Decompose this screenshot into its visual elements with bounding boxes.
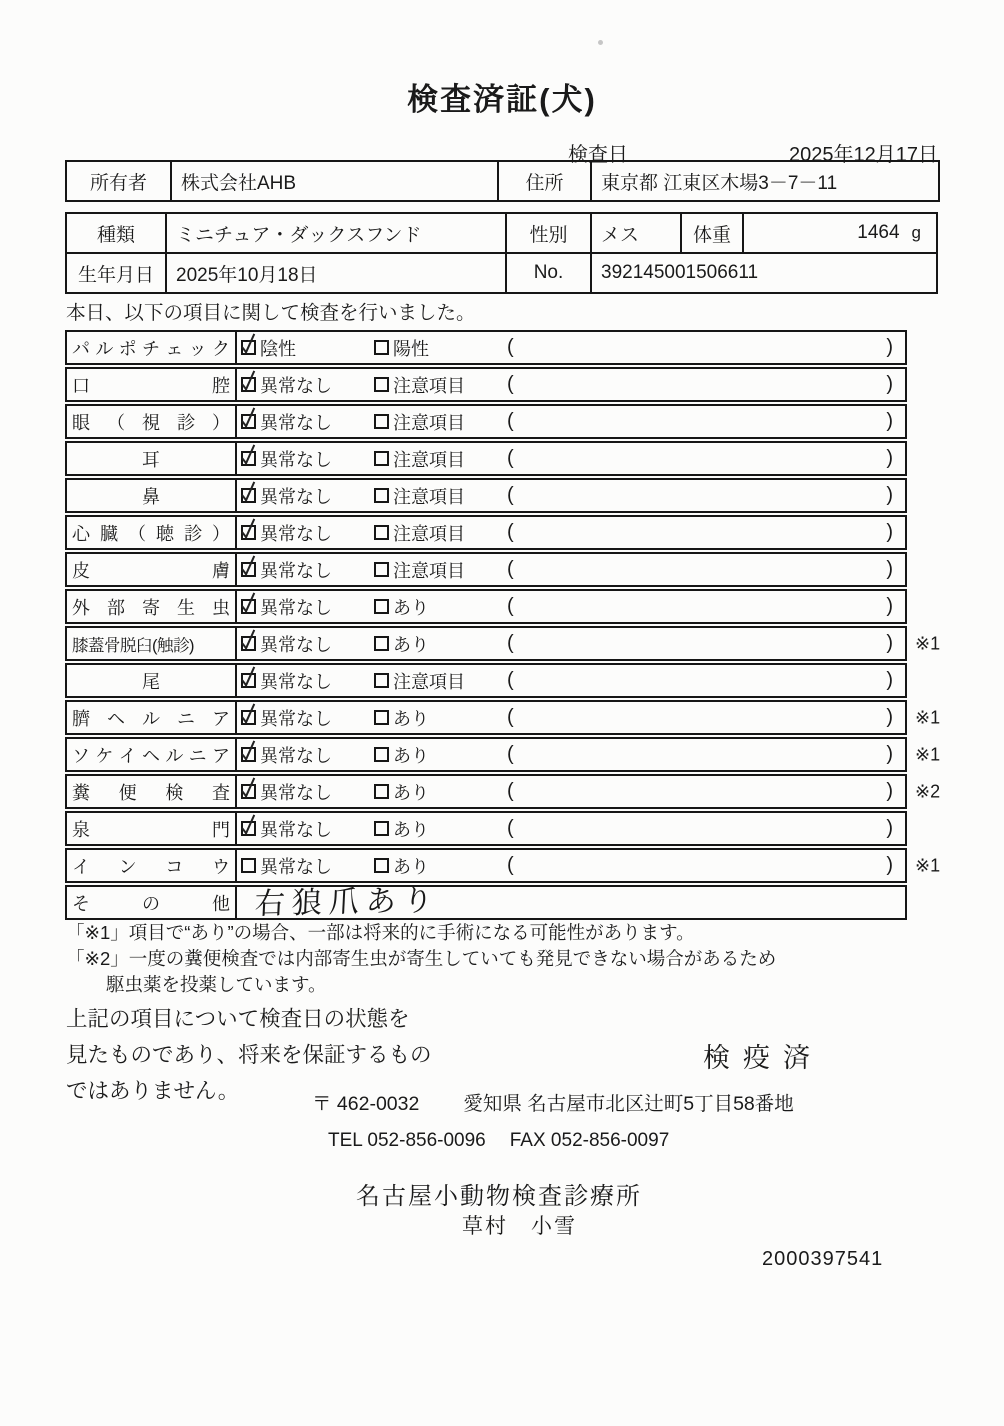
footnote-marker: ※2: [915, 781, 941, 801]
checkbox-icon: [241, 599, 256, 614]
paren-close: ): [886, 780, 893, 802]
checkbox-icon: [374, 599, 389, 614]
exam-row: [65, 848, 941, 883]
checkbox-icon: [374, 784, 389, 799]
footnote-marker: ※1: [915, 744, 941, 764]
checkbox-icon: [241, 340, 256, 355]
option-label: あり: [393, 634, 429, 655]
option-negative: [241, 816, 374, 842]
checkbox-icon: [241, 821, 256, 836]
paren-open: (: [507, 373, 514, 395]
option-positive: [374, 557, 505, 583]
option-label: 異常なし: [260, 856, 332, 877]
owner-address-label: 住所: [498, 161, 591, 201]
exam-item-label: 臍 ヘ ル ニ ア: [67, 702, 237, 733]
clinic-tel: TEL 052-856-0096: [328, 1130, 486, 1151]
checkbox-icon: [374, 821, 389, 836]
option-label: 異常なし: [260, 634, 332, 655]
paren-open: (: [507, 558, 514, 580]
checkbox-icon: [374, 414, 389, 429]
exam-item-label: 泉 門: [67, 813, 237, 844]
option-positive: [374, 446, 505, 472]
option-label: 異常なし: [260, 449, 332, 470]
exam-row: [65, 626, 941, 661]
paren-close: ): [886, 669, 893, 691]
exam-row: [65, 515, 907, 550]
owner-table: [65, 160, 940, 202]
option-label: 異常なし: [260, 671, 332, 692]
option-label: 注意項目: [393, 560, 465, 581]
exam-row: [65, 330, 907, 365]
option-label: 陰性: [260, 338, 296, 359]
paren-open: (: [507, 669, 514, 691]
option-positive: [374, 779, 505, 805]
option-negative: [241, 705, 374, 731]
document-title: 検査済証(犬): [407, 82, 597, 117]
paren-open: (: [507, 336, 514, 358]
option-label: あり: [393, 745, 429, 766]
paren-open: (: [507, 632, 514, 654]
checkbox-icon: [241, 377, 256, 392]
option-label: あり: [393, 597, 429, 618]
option-label: 異常なし: [260, 523, 332, 544]
inspection-date-label: 検査日: [568, 144, 628, 166]
option-negative: [241, 594, 374, 620]
checkbox-icon: [374, 377, 389, 392]
option-positive: [374, 705, 505, 731]
scan-artifact-dot: [598, 40, 603, 45]
birth-value: 2025年10月18日: [166, 253, 506, 293]
pet-row-birth: [66, 253, 937, 293]
footnote-marker: ※1: [915, 633, 941, 653]
exam-row-options: [237, 554, 905, 585]
inspection-date-value: 2025年12月17日: [789, 144, 938, 166]
exam-row: [65, 478, 907, 513]
paren-close: ): [886, 336, 893, 358]
option-negative: [241, 520, 374, 546]
checkbox-icon: [374, 747, 389, 762]
disclaimer-line-3: ではありません。: [66, 1079, 240, 1103]
clinic-fax: FAX 052-856-0097: [509, 1130, 670, 1151]
exam-item-label: 外 部 寄 生 虫: [67, 591, 237, 622]
option-label: 異常なし: [260, 597, 332, 618]
paren-open: (: [507, 854, 514, 876]
checkbox-icon: [241, 747, 256, 762]
exam-row-options: [237, 628, 905, 659]
paren-open: (: [507, 447, 514, 469]
checkbox-icon: [241, 414, 256, 429]
paren-close: ): [886, 632, 893, 654]
exam-row-options: [237, 739, 905, 770]
exam-row-options: [237, 776, 905, 807]
option-label: 異常なし: [260, 782, 332, 803]
footnote-marker: ※1: [915, 707, 941, 727]
exam-row: [65, 700, 941, 735]
exam-row: [65, 663, 907, 698]
exam-item-label: 尾: [67, 665, 237, 696]
option-positive: [374, 372, 505, 398]
paren-close: ): [886, 743, 893, 765]
checkbox-icon: [241, 525, 256, 540]
option-label: 異常なし: [260, 375, 332, 396]
exam-item-label: 眼 （ 視 診 ）: [67, 406, 237, 437]
breed-label: 種類: [66, 213, 166, 253]
checkbox-icon: [374, 340, 389, 355]
exam-row: [65, 367, 907, 402]
checkbox-icon: [374, 710, 389, 725]
clinic-name: 名古屋小動物検査診療所: [356, 1183, 642, 1210]
footnote-1: 「※1」項目で“あり”の場合、一部は将来的に手術になる可能性があります。: [66, 922, 695, 943]
exam-item-label: 皮 膚: [67, 554, 237, 585]
option-negative: [241, 631, 374, 657]
checkbox-icon: [241, 636, 256, 651]
paren-close: ): [886, 410, 893, 432]
exam-item-label: 口 腔: [67, 369, 237, 400]
option-label: 異常なし: [260, 412, 332, 433]
option-positive: [374, 483, 505, 509]
birth-label: 生年月日: [66, 253, 166, 293]
checkbox-icon: [374, 858, 389, 873]
option-positive: [374, 742, 505, 768]
paren-close: ): [886, 521, 893, 543]
footnotes: [66, 920, 776, 998]
paren-open: (: [507, 706, 514, 728]
exam-row-options: [237, 813, 905, 844]
weight-unit: g: [911, 223, 921, 242]
quarantine-stamp: 検疫済: [703, 1043, 823, 1073]
option-label: 陽性: [393, 338, 429, 359]
option-label: 異常なし: [260, 745, 332, 766]
paren-close: ): [886, 854, 893, 876]
option-label: あり: [393, 819, 429, 840]
paren-open: (: [507, 780, 514, 802]
intro-sentence: 本日、以下の項目に関して検査を行いました。: [66, 302, 476, 324]
checkbox-icon: [241, 488, 256, 503]
option-positive: [374, 816, 505, 842]
option-label: あり: [393, 708, 429, 729]
sex-label: 性別: [506, 213, 591, 253]
paren-open: (: [507, 595, 514, 617]
exam-row: [65, 885, 907, 920]
owner-row: [66, 161, 939, 201]
option-label: 注意項目: [393, 523, 465, 544]
option-positive: [374, 335, 505, 361]
exam-row: [65, 811, 907, 846]
option-negative: [241, 372, 374, 398]
paren-open: (: [507, 410, 514, 432]
option-negative: [241, 409, 374, 435]
paren-open: (: [507, 484, 514, 506]
exam-row: [65, 441, 907, 476]
disclaimer-line-2: 見たものであり、将来を保証するもの: [66, 1043, 432, 1067]
option-label: 注意項目: [393, 671, 465, 692]
exam-row-options: [237, 517, 905, 548]
exam-row-options: [237, 369, 905, 400]
checkbox-icon: [241, 858, 256, 873]
checkbox-icon: [241, 710, 256, 725]
exam-row-options: [237, 406, 905, 437]
paren-close: ): [886, 447, 893, 469]
paren-open: (: [507, 521, 514, 543]
exam-row: [65, 552, 907, 587]
paren-close: ): [886, 373, 893, 395]
option-positive: [374, 594, 505, 620]
veterinarian-name: 草村 小雪: [462, 1215, 577, 1238]
option-label: 異常なし: [260, 708, 332, 729]
paren-close: ): [886, 706, 893, 728]
option-negative: [241, 779, 374, 805]
option-label: 注意項目: [393, 412, 465, 433]
exam-row-options: [237, 883, 905, 921]
exam-row-options: [237, 702, 905, 733]
exam-item-label: ソ ケ イ ヘ ル ニ ア: [67, 739, 237, 770]
checkbox-icon: [374, 636, 389, 651]
exam-item-label: 心 臓 （ 聴 診 ）: [67, 517, 237, 548]
option-label: 注意項目: [393, 375, 465, 396]
checkbox-icon: [241, 451, 256, 466]
checkbox-icon: [241, 562, 256, 577]
breed-value: ミニチュア・ダックスフンド: [166, 213, 506, 253]
exam-row: [65, 737, 941, 772]
exam-row-options: [237, 332, 905, 363]
exam-row: [65, 404, 907, 439]
exam-row: [65, 774, 941, 809]
checkbox-icon: [374, 451, 389, 466]
paren-close: ): [886, 558, 893, 580]
option-negative: [241, 668, 374, 694]
option-positive: [374, 409, 505, 435]
paren-close: ): [886, 817, 893, 839]
owner-label: 所有者: [66, 161, 171, 201]
checkbox-icon: [374, 562, 389, 577]
option-positive: [374, 520, 505, 546]
option-label: あり: [393, 782, 429, 803]
sex-value: メス: [591, 213, 681, 253]
paren-open: (: [507, 817, 514, 839]
option-positive: [374, 631, 505, 657]
option-label: 注意項目: [393, 486, 465, 507]
exam-item-label: イ ン コ ウ: [67, 850, 237, 881]
weight-label: 体重: [681, 213, 743, 253]
exam-row-options: [237, 480, 905, 511]
exam-item-label: パ ル ポ チ ェ ッ ク: [67, 332, 237, 363]
option-label: 異常なし: [260, 560, 332, 581]
checkbox-icon: [241, 784, 256, 799]
pet-row-breed: [66, 213, 937, 253]
option-label: 異常なし: [260, 819, 332, 840]
checkbox-icon: [241, 673, 256, 688]
pet-table: [65, 212, 938, 294]
disclaimer-line-1: 上記の項目について検査日の状態を: [66, 1007, 410, 1031]
option-label: 異常なし: [260, 486, 332, 507]
footnote-2-continued: 駆虫薬を投薬しています。: [106, 974, 327, 995]
footnote-marker: ※1: [915, 855, 941, 875]
option-negative: [241, 557, 374, 583]
clinic-address: 愛知県 名古屋市北区辻町5丁目58番地: [463, 1093, 794, 1115]
no-value: 392145001506611: [591, 253, 937, 293]
owner-address: 東京都 江東区木場3－7－11: [591, 161, 939, 201]
weight-value: [743, 213, 937, 253]
paren-close: ): [886, 484, 893, 506]
checkbox-icon: [374, 673, 389, 688]
option-negative: [241, 483, 374, 509]
clinic-contact-line: [328, 1130, 669, 1152]
exam-item-label: 糞 便 検 査: [67, 776, 237, 807]
option-negative: [241, 335, 374, 361]
option-negative: [241, 742, 374, 768]
handwritten-note: 右狼爪あり: [253, 883, 441, 921]
exam-item-label: そ の 他: [67, 887, 237, 918]
option-positive: [374, 668, 505, 694]
exam-item-label: 鼻: [67, 480, 237, 511]
option-negative: [241, 446, 374, 472]
exam-row: [65, 589, 907, 624]
paren-close: ): [886, 595, 893, 617]
paren-open: (: [507, 743, 514, 765]
option-negative: [241, 853, 374, 879]
exam-row-options: [237, 443, 905, 474]
clinic-address-line: [312, 1088, 794, 1116]
serial-number: 2000397541: [762, 1248, 884, 1270]
no-label: No.: [506, 253, 591, 293]
checkbox-icon: [374, 525, 389, 540]
clinic-postal: 〒 462-0032: [312, 1093, 420, 1115]
option-label: あり: [393, 856, 429, 877]
footnote-2: 「※2」一度の糞便検査では内部寄生虫が寄生していても発見できない場合があるため: [66, 948, 777, 969]
owner-name: 株式会社AHB: [171, 161, 498, 201]
checkbox-icon: [374, 488, 389, 503]
option-label: 注意項目: [393, 449, 465, 470]
exam-row-options: [237, 665, 905, 696]
exam-table: [65, 330, 941, 921]
weight-number: 1464: [857, 222, 900, 243]
exam-item-label: 耳: [67, 443, 237, 474]
exam-item-label: 膝蓋骨脱臼(触診): [67, 628, 237, 659]
exam-row-options: [237, 591, 905, 622]
